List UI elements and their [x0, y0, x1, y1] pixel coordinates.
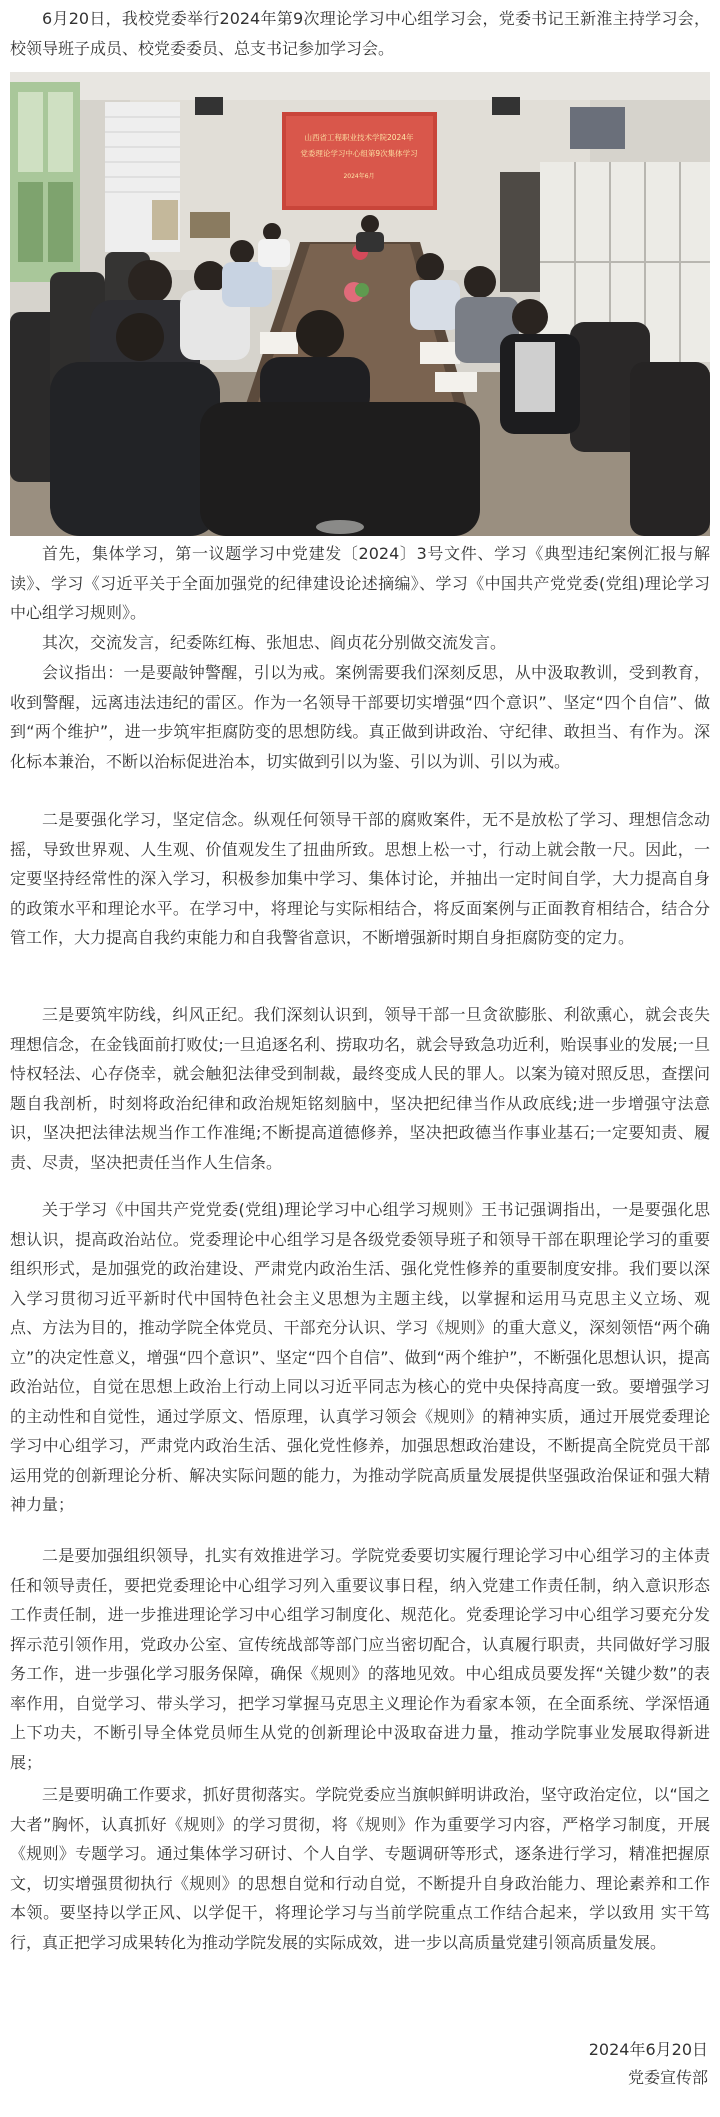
content-paragraph: 二是要加强组织领导，扎实有效推进学习。学院党委要切实履行理论学习中心组学习的主体责任和领导责任，要把党委理论中心组学习列入重要议事日程，纳入党建工作责任制，纳入意识形态工作责任制，进一步推进理论学习中心组学习制度化、规范化。党委理论学习中心组学习要充分发挥示范引领作用，党政办公室、宣传统战部等部门应当密切配合，认真履行职责，共同做好学习服务工作，进一步强化学习服务保障，确保《规则》的落地见效。中心组成员要发挥“关键少数”的表率作用，自觉学习、带头学习，把学习掌握马克思主义理论作为看家本领，在全面系统、学深悟通上下功夫，不断引导全体党员师生从党的创新理论中汲取奋进力量，推动学院事业发展取得新进展；: [10, 1546, 710, 1772]
screen-title-line2: 党委理论学习中心组第9次集体学习: [300, 149, 418, 158]
content-paragraph: 其次，交流发言，纪委陈红梅、张旭忠、阎贞花分别做交流发言。: [42, 633, 507, 652]
meeting-photo: [10, 72, 710, 536]
content-paragraph: 三是要明确工作要求，抓好贯彻落实。学院党委应当旗帜鲜明讲政治，坚守政治定位，以“国之大者”胸怀，认真抓好《规则》的学习贯彻，将《规则》作为重要学习内容，严格学习制度，开展《规则》专题学习。通过集体学习研讨、个人自学、专题调研等形式，逐条进行学习，精准把握原文，切实增强贯彻执行《规则》的思想自觉和行动自觉，不断提升自身政治能力、理论素养和工作本领。要坚持以学正风、以学促干，将理论学习与当前学院重点工作结合起来，学以致用 实干笃行，真正把学习成果转化为推动学院发展的实际成效，进一步以高质量党建引领高质量发展。: [10, 1785, 710, 1952]
screen-title-line1: 山西省工程职业技术学院2024年: [304, 133, 414, 142]
content-paragraph: 二是要强化学习，坚定信念。纵观任何领导干部的腐败案件，无不是放松了学习、理想信念动摇，导致世界观、人生观、价值观发生了扭曲所致。思想上松一寸，行动上就会散一尺。因此，一定要坚持经常性的深入学习，积极参加集中学习、集体讨论，并抽出一定时间自学，大力提高自身的政策水平和理论水平。在学习中，将理论与实际相结合，将反面案例与正面教育相结合，结合分管工作，大力提高自我约束能力和自我警省意识，不断增强新时期自身拒腐防变的定力。: [10, 810, 710, 947]
publish-date: 2024年6月20日: [588, 2040, 708, 2059]
intro-paragraph: 6月20日，我校党委举行2024年第9次理论学习中心组学习会，党委书记王新淮主持学习会，校领导班子成员、校党委委员、总支书记参加学习会。: [10, 9, 710, 58]
screen-date: 2024年6月: [343, 173, 375, 180]
content-paragraph: 首先，集体学习，第一议题学习中党建发〔2024〕3号文件、学习《典型违纪案例汇报与解读》、学习《习近平关于全面加强党的纪律建设论述摘编》、学习《中国共产党党委(党组)理论学习中心组学习规则》。: [10, 544, 710, 622]
content-paragraph: 关于学习《中国共产党党委(党组)理论学习中心组学习规则》王书记强调指出，一是要强化思想认识，提高政治站位。党委理论中心组学习是各级党委领导班子和领导干部在职理论学习的重要组织形式，是加强党的政治建设、严肃党内政治生活、强化党性修养的重要制度安排。我们要以深入学习贯彻习近平新时代中国特色社会主义思想为主题主线，以掌握和运用马克思主义立场、观点、方法为目的，推动学院全体党员、干部充分认识、学习《规则》的重大意义，深刻领悟“两个确立”的决定性意义，增强“四个意识”、坚定“四个自信”、做到“两个维护”，不断强化思想认识，提高政治站位，自觉在思想上政治上行动上同以习近平同志为核心的党中央保持高度一致。要增强学习的主动性和自觉性，通过学原文、悟原理，认真学习领会《规则》的精神实质，通过开展党委理论学习中心组学习，严肃党内政治生活、强化党性修养，加强思想政治建设，不断提高全院党员干部运用党的创新理论分析、解决实际问题的能力，为推动学院高质量发展提供坚强政治保证和强大精神力量；: [10, 1200, 710, 1514]
content-paragraph: 三是要筑牢防线，纠风正纪。我们深刻认识到，领导干部一旦贪欲膨胀、利欲熏心，就会丧失理想信念，在金钱面前打败仗;一旦追逐名利、捞取功名，就会导致急功近利，贻误事业的发展;一旦恃权轻法、心存侥幸，就会触犯法律受到制裁，最终变成人民的罪人。以案为镜对照反思，查摆问题自我剖析，时刻将政治纪律和政治规矩铭刻脑中，坚决把纪律当作从政底线;进一步增强守法意识，坚决把法律法规当作工作准绳;不断提高道德修养，坚决把政德当作事业基石;一定要知责、履责、尽责，坚决把责任当作人生信条。: [10, 1005, 710, 1172]
department-signature: 党委宣传部: [627, 2068, 708, 2087]
content-paragraph: 会议指出：一是要敲钟警醒，引以为戒。案例需要我们深刻反思，从中汲取教训，受到教育，收到警醒，远离违法违纪的雷区。作为一名领导干部要切实增强“四个意识”、坚定“四个自信”、做到“两个维护”，进一步筑牢拒腐防变的思想防线。真正做到讲政治、守纪律、敢担当、有作为。深化标本兼治，不断以治标促进治本，切实做到引以为鉴、引以为训、引以为戒。: [10, 663, 710, 771]
